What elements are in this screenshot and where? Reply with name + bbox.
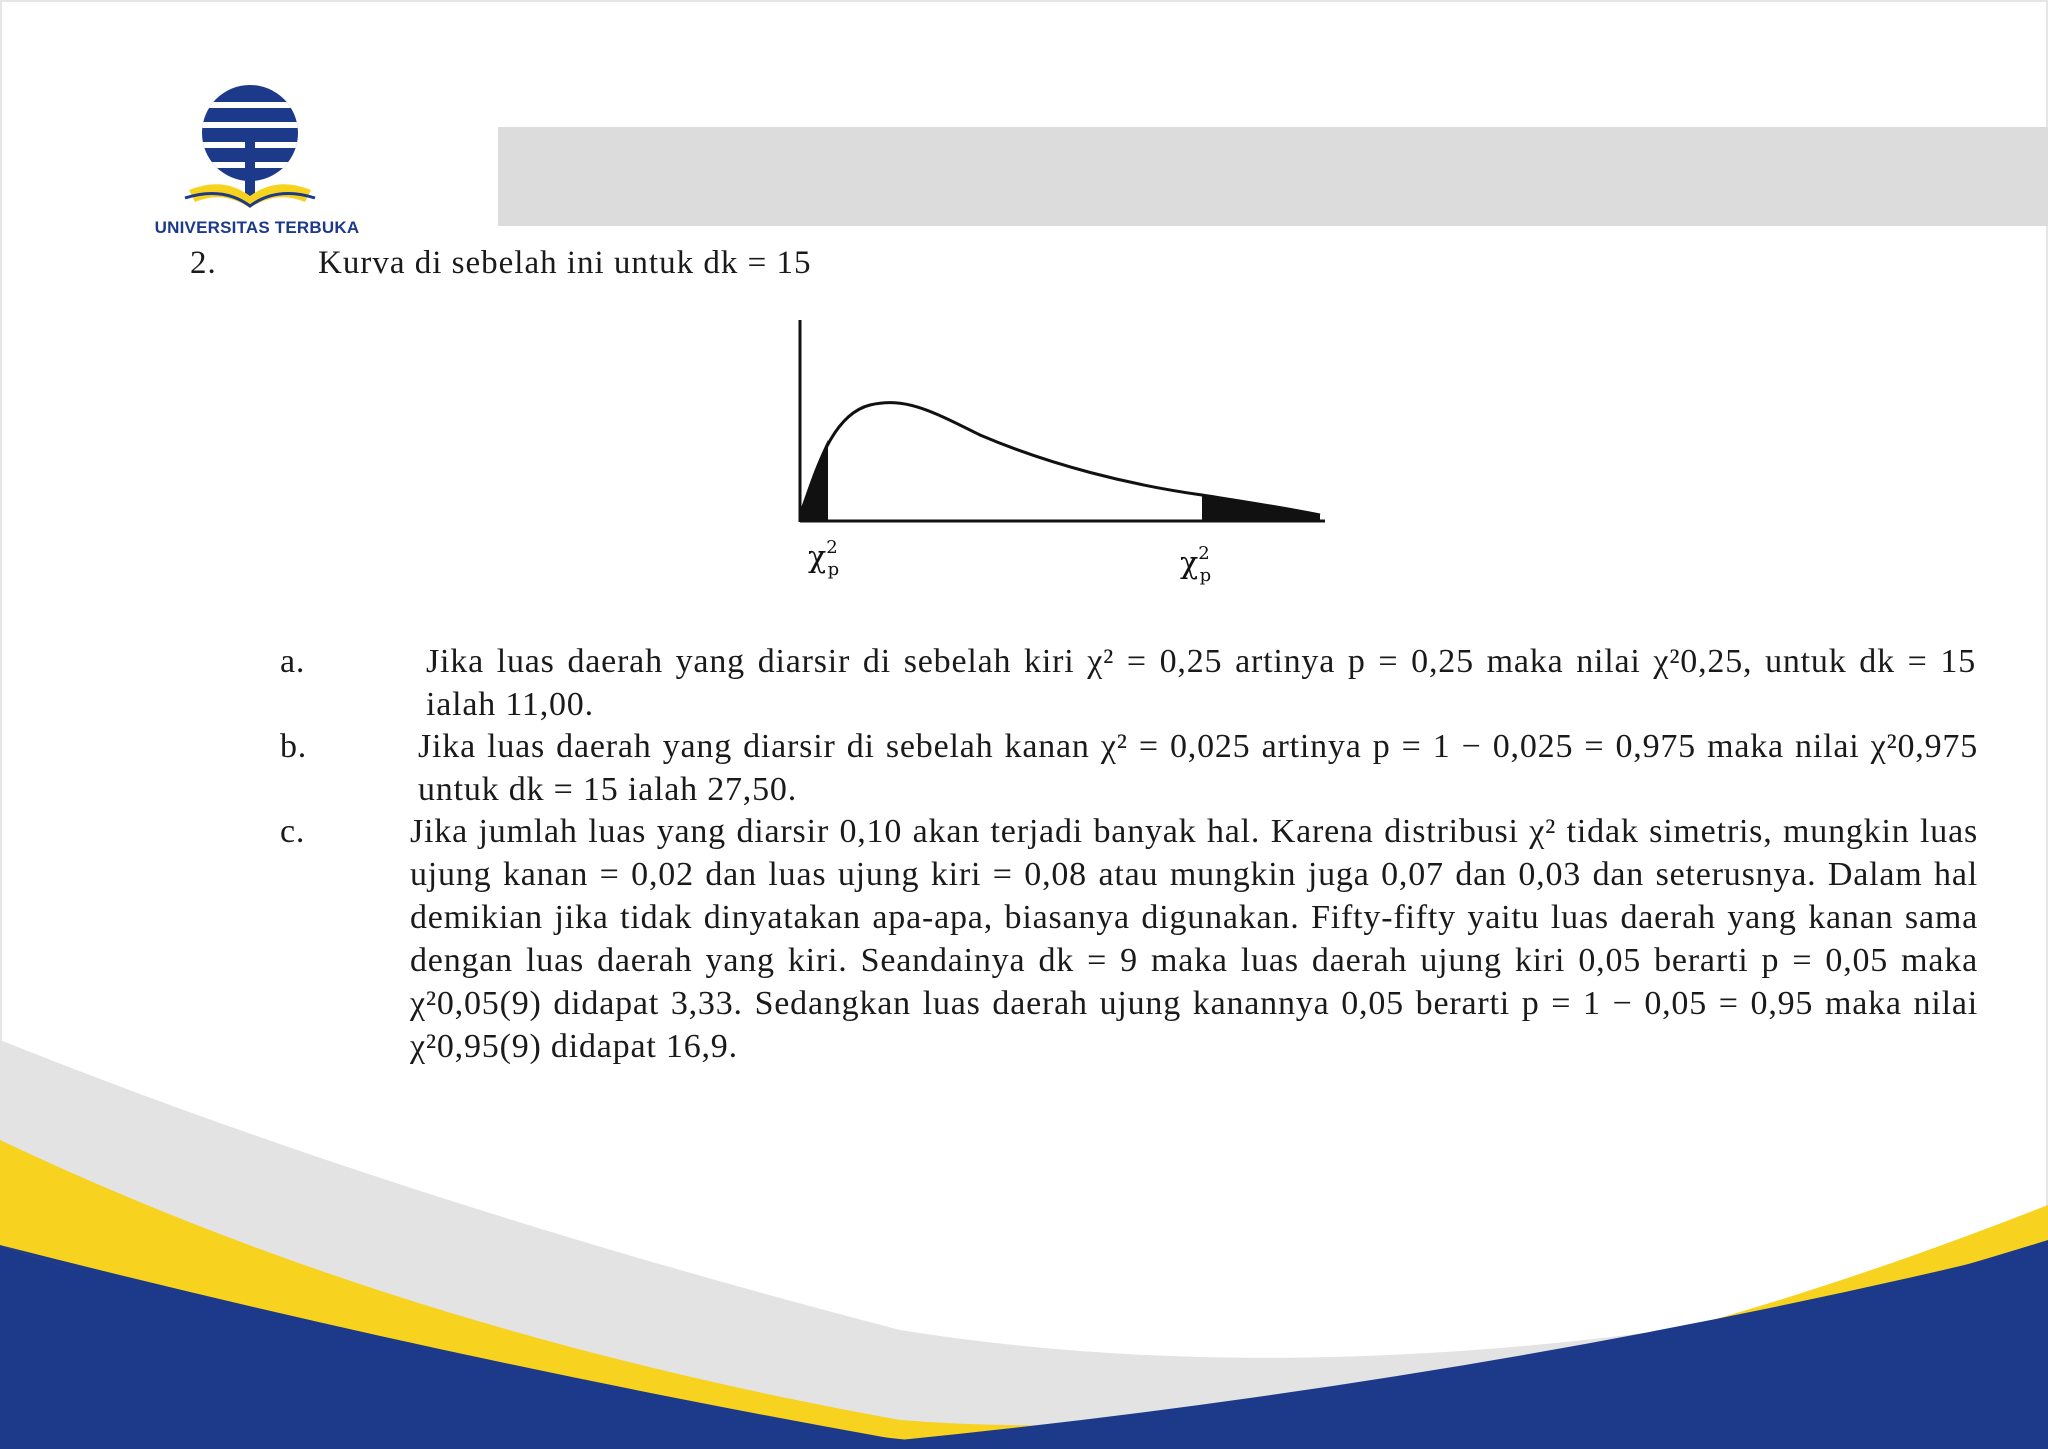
item-text: Jika jumlah luas yang diarsir 0,10 akan terjadi banyak hal. Karena distribusi χ² tidak simetris, mungkin luas ujung kanan = 0,02 dan luas ujung kiri = 0,08 atau mungkin juga 0,07 dan 0,03 dan seterusnya. Dalam hal demikian jika tidak dinyatakan apa-apa, biasanya digunakan. Fifty-fifty yaitu luas daerah yang kanan sama dengan luas daerah yang kiri. Seandainya dk = 9 maka luas daerah ujung kiri 0,05 berarti p = 0,05 maka χ²0,05(9) didapat 3,33. Sedangkan luas daerah ujung kanannya 0,05 berarti p = 1 − 0,05 = 0,95 maka nilai χ²0,95(9) didapat 16,9. (410, 813, 1978, 1065)
chi-square-curve-figure (780, 315, 1340, 595)
footer-wave-decoration (0, 1000, 2048, 1449)
header-banner (498, 127, 2048, 226)
question-title: Kurva di sebelah ini untuk dk = 15 (318, 245, 812, 281)
left-critical-label: $\chi^2$ p (808, 537, 840, 580)
item-label: b. (280, 728, 308, 765)
item-text: Jika luas daerah yang diarsir di sebelah kanan χ² = 0,025 artinya p = 1 − 0,025 = 0,975 maka nilai χ²0,975 untuk dk = 15 ialah 27,50. (418, 728, 1978, 808)
item-text: Jika luas daerah yang diarsir di sebelah kiri χ² = 0,25 artinya p = 0,25 maka nilai χ²0,25, untuk dk = 15 ialah 11,00. (426, 643, 1976, 723)
logo-text: UNIVERSITAS TERBUKA (154, 218, 360, 237)
density-curve (800, 403, 1320, 515)
question-number: 2. (190, 245, 217, 281)
right-critical-label: $\chi^2$ p (1180, 543, 1212, 586)
item-label: a. (280, 643, 306, 680)
item-label: c. (280, 813, 306, 850)
